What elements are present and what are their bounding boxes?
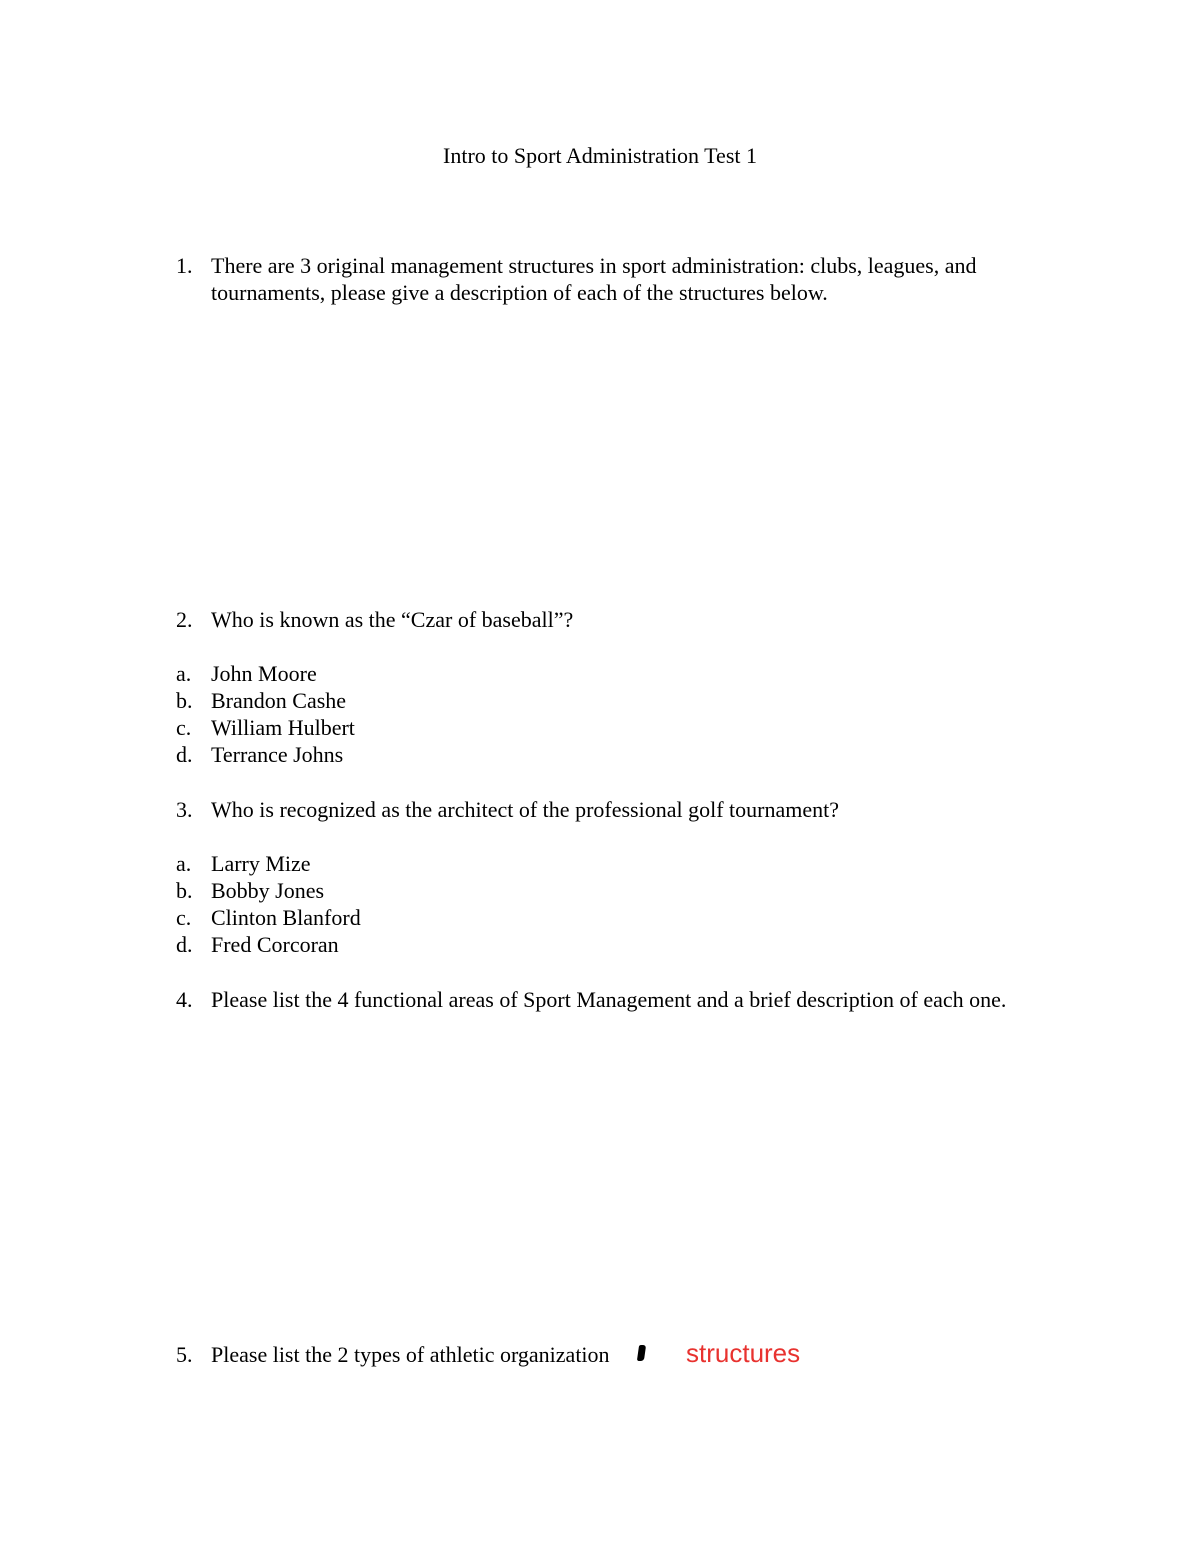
question-number: 4.	[176, 987, 193, 1012]
option-letter: a.	[176, 851, 192, 876]
option-text: Fred Corcoran	[211, 932, 339, 957]
option-text: Larry Mize	[211, 851, 311, 876]
option-2b	[176, 687, 1036, 714]
question-text: Who is known as the “Czar of baseball”?	[211, 607, 574, 632]
page-title: Intro to Sport Administration Test 1	[443, 143, 757, 168]
option-letter: a.	[176, 661, 192, 686]
option-text: John Moore	[211, 661, 317, 686]
handwritten-annotation: structures	[686, 1338, 801, 1368]
option-text: Terrance Johns	[211, 742, 344, 767]
option-2a	[176, 660, 1036, 687]
question-number: 2.	[176, 607, 193, 632]
question-1	[176, 252, 1036, 306]
option-3d	[176, 931, 1036, 958]
option-letter: c.	[176, 715, 192, 740]
option-text: Clinton Blanford	[211, 905, 361, 930]
question-number: 3.	[176, 797, 193, 822]
option-letter: d.	[176, 742, 193, 767]
option-text: Brandon Cashe	[211, 688, 347, 713]
question-text: Please list the 4 functional areas of Sport Management and a brief description of each one.	[211, 987, 1007, 1012]
option-letter: d.	[176, 932, 193, 957]
option-letter: b.	[176, 878, 193, 903]
option-3c	[176, 904, 1036, 931]
option-text: William Hulbert	[211, 715, 355, 740]
option-2d	[176, 741, 1036, 768]
option-3a	[176, 850, 1036, 877]
question-text: Please list the 2 types of athletic organization	[211, 1342, 610, 1367]
question-5	[176, 1341, 1036, 1368]
question-text: Who is recognized as the architect of the professional golf tournament?	[211, 797, 839, 822]
question-number: 5.	[176, 1342, 193, 1367]
question-2	[176, 606, 1036, 633]
question-text: There are 3 original management structures in sport administration: clubs, leagues, and tournaments, please give a description of each of the structures below.	[211, 253, 977, 305]
option-text: Bobby Jones	[211, 878, 325, 903]
option-letter: c.	[176, 905, 192, 930]
question-3	[176, 796, 1036, 823]
option-letter: b.	[176, 688, 193, 713]
option-2c	[176, 714, 1036, 741]
question-number: 1.	[176, 253, 193, 278]
option-3b	[176, 877, 1036, 904]
question-4	[176, 986, 1036, 1013]
